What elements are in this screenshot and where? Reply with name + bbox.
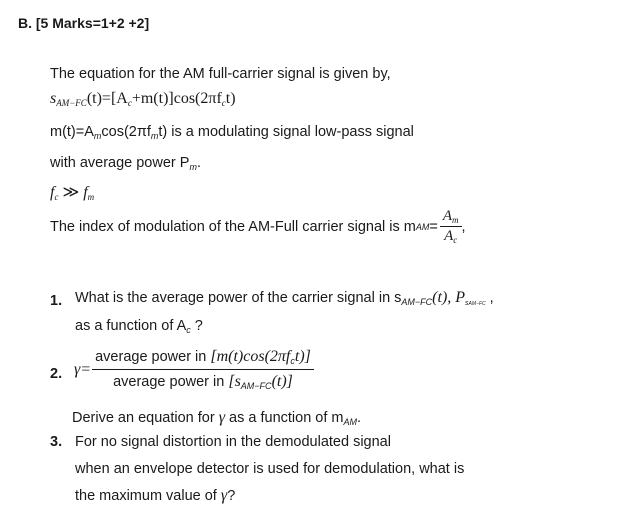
q2-derive-text: Derive an equation for xyxy=(72,410,219,426)
modulating-signal-line xyxy=(50,124,414,141)
mt-mid: cos(2πf xyxy=(101,124,151,140)
question-1-number: 1. xyxy=(50,293,63,309)
index-end: , xyxy=(461,218,466,235)
q1-tail: (t), P xyxy=(432,289,466,306)
gg-symbol: ≫ xyxy=(58,184,84,201)
intro-line: The equation for the AM full-carrier signal is given by, xyxy=(50,66,391,82)
question-2-derive xyxy=(72,409,361,427)
q3-line3-text: the maximum value of xyxy=(75,488,221,504)
index-text: The index of modulation of the AM-Full carrier signal is m xyxy=(50,218,416,235)
q2-derive-sub: AM xyxy=(343,417,357,427)
eq-lhs: s xyxy=(50,90,57,107)
eq-lhs-sub: AM−FC xyxy=(56,98,87,108)
q1-p-sub: sAM−FC xyxy=(465,300,486,307)
question-1-line1 xyxy=(75,289,494,307)
q2-num-math1: [m(t)cos(2πf xyxy=(210,348,291,365)
eq-rhs3: t) xyxy=(225,90,236,107)
q1-line2-sub: c xyxy=(186,325,191,335)
question-2-number: 2. xyxy=(50,366,63,382)
question-3-line2: when an envelope detector is used for demodulation, what is xyxy=(75,461,465,477)
section-header: B. [5 Marks=1+2 +2] xyxy=(18,15,150,31)
index-num-sub: m xyxy=(452,215,459,225)
q2-den-math2: (t)] xyxy=(271,373,293,390)
gamma-symbol: γ= xyxy=(74,360,92,378)
q2-num-text: average power in xyxy=(95,349,211,365)
gamma-definition xyxy=(74,348,314,391)
q1-sub: AM−FC xyxy=(401,297,433,307)
modulation-index-line xyxy=(50,208,466,245)
q2-derive-end: . xyxy=(357,410,362,426)
q3-end: ? xyxy=(227,488,236,504)
question-3-line3 xyxy=(75,487,235,505)
q2-den-math1: [s xyxy=(228,373,241,390)
q3-gamma: γ xyxy=(220,487,228,504)
eq-rhs2: +m(t)]cos(2πf xyxy=(131,90,222,107)
index-den-sub: c xyxy=(453,235,458,245)
avgpow-text: with average power P xyxy=(50,155,190,171)
avgpow-end: . xyxy=(196,155,201,171)
eq-rhs1: (t)=[A xyxy=(86,90,128,107)
question-1-line2 xyxy=(75,318,203,335)
average-power-line xyxy=(50,155,201,172)
index-fraction xyxy=(440,208,462,245)
fm-symbol: f xyxy=(83,184,88,201)
fc-symbol: f xyxy=(50,184,55,201)
mt-lhs: m(t)=A xyxy=(50,124,94,140)
am-fc-equation xyxy=(50,90,236,108)
question-3-number: 3. xyxy=(50,434,63,450)
q1-end: , xyxy=(485,290,494,306)
index-den: A xyxy=(444,228,454,244)
fm-sub: m xyxy=(87,192,95,202)
index-eq: = xyxy=(429,218,438,235)
q2-derive-gamma: γ xyxy=(218,409,226,426)
q2-den-text: average power in xyxy=(113,374,229,390)
mt-rest: t) is a modulating signal low-pass signal xyxy=(158,124,414,140)
q1-line2-end: ? xyxy=(190,318,203,334)
q2-num-math2: t)] xyxy=(294,348,311,365)
mt-sub-m2: m xyxy=(150,131,159,141)
q2-num-sub: c xyxy=(290,356,295,366)
eq-rhs-sub-c2: c xyxy=(221,98,226,108)
q2-derive-text2: as a function of m xyxy=(225,410,344,426)
index-num: A xyxy=(442,208,453,224)
q2-den-sub: AM−FC xyxy=(240,381,272,391)
q1-text: What is the average power of the carrier signal in s xyxy=(75,290,402,306)
index-sub: AM xyxy=(415,221,430,232)
gamma-fraction xyxy=(92,348,314,391)
question-3-line1: For no signal distortion in the demodulated signal xyxy=(75,434,391,450)
fc-sub: c xyxy=(54,192,59,202)
eq-rhs-sub-c: c xyxy=(127,98,132,108)
avgpow-sub: m xyxy=(189,162,197,172)
q1-line2-text: as a function of A xyxy=(75,318,187,334)
mt-sub-m: m xyxy=(93,131,102,141)
frequency-condition xyxy=(50,182,94,202)
